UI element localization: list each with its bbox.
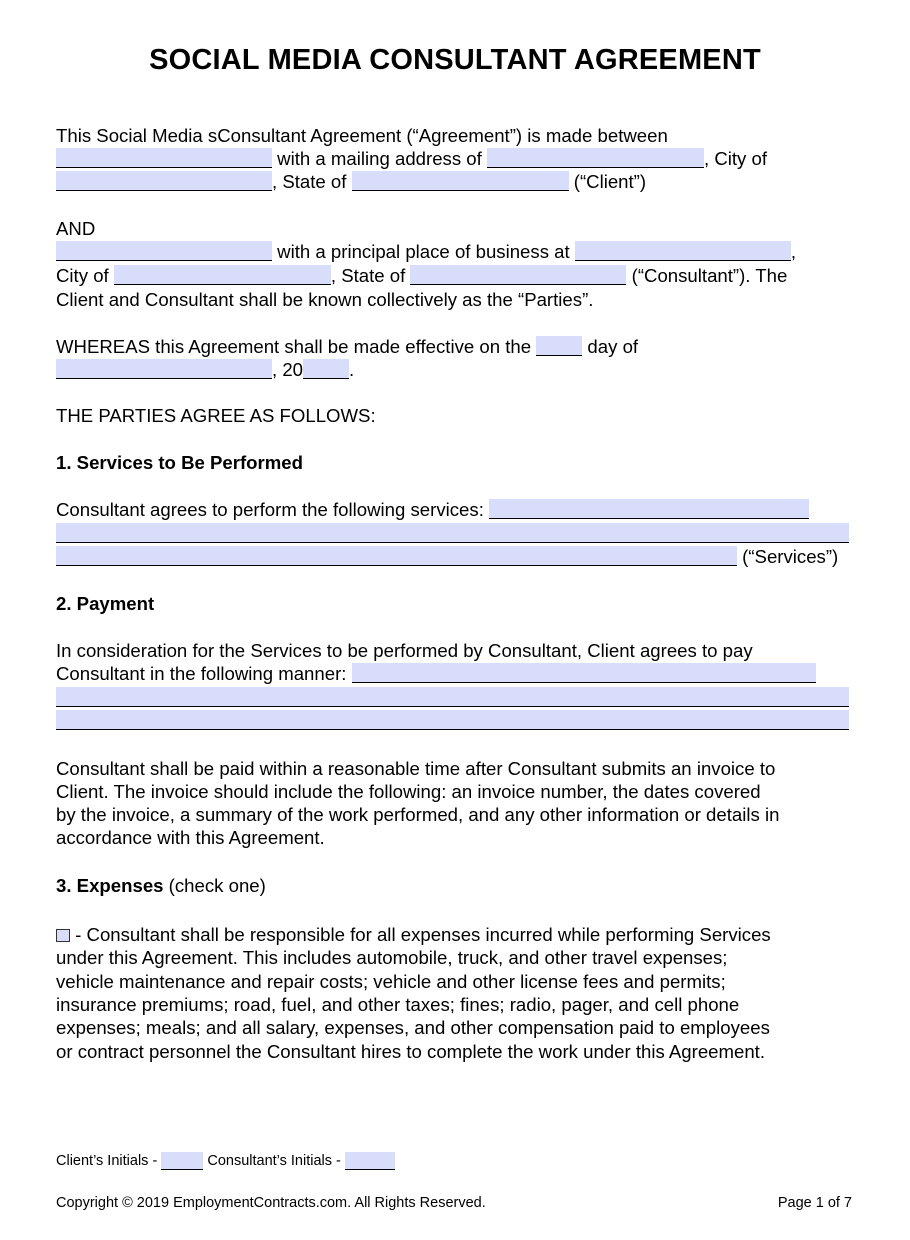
- expenses-text: - Consultant shall be responsible for all expenses incurred while performing Services: [75, 924, 771, 945]
- payment-field-2[interactable]: [56, 687, 849, 707]
- consultant-name-field[interactable]: [56, 241, 272, 261]
- effective-day-field[interactable]: [536, 336, 582, 356]
- expenses-line-1: [56, 924, 771, 946]
- section-1-heading: [56, 452, 303, 474]
- agree-heading: [56, 405, 376, 427]
- place-of-business-label: with a principal place of business at: [277, 241, 570, 262]
- whereas-line-2: [56, 359, 354, 381]
- client-state-field[interactable]: [352, 171, 569, 191]
- consultant-label: (“Consultant”). The: [631, 265, 788, 286]
- consultant-state-field[interactable]: [410, 265, 626, 285]
- parties-text: Client and Consultant shall be known collectively as the “Parties”.: [56, 289, 594, 310]
- year-prefix-text: , 20: [272, 359, 304, 380]
- section-3-title: 3. Expenses: [56, 875, 164, 896]
- and-line: [56, 218, 95, 240]
- invoice-paragraph-line-2: [56, 781, 761, 803]
- services-field-1[interactable]: [489, 499, 809, 519]
- and-text: AND: [56, 218, 96, 239]
- invoice-paragraph-line-3: [56, 804, 779, 826]
- document-title: SOCIAL MEDIA CONSULTANT AGREEMENT: [149, 44, 761, 76]
- services-label-end: (“Services”): [742, 546, 839, 567]
- state-label: , State of: [272, 171, 347, 192]
- effective-date-text: WHEREAS this Agreement shall be made effective on the: [56, 336, 532, 357]
- whereas-line-1: [56, 336, 638, 358]
- effective-month-field[interactable]: [56, 359, 272, 379]
- services-line-3: [56, 546, 838, 568]
- payment-field-3[interactable]: [56, 710, 849, 730]
- expenses-line-5: [56, 1017, 770, 1039]
- intro-line-1: [56, 125, 668, 147]
- comma-text: ,: [790, 241, 797, 262]
- period-text: .: [349, 359, 355, 380]
- payment-line-2: [56, 663, 816, 685]
- payment-line-1: [56, 640, 753, 662]
- city-label: , City of: [703, 148, 768, 169]
- invoice-text: Client. The invoice should include the following: an invoice number, the dates covered: [56, 781, 761, 802]
- payment-manner-label: Consultant in the following manner:: [56, 663, 347, 684]
- consultant-initials-field[interactable]: [345, 1152, 395, 1170]
- consultant-line-3: [56, 265, 787, 287]
- expenses-text: or contract personnel the Consultant hires to complete the work under this Agreement.: [56, 1041, 766, 1062]
- expenses-text: insurance premiums; road, fuel, and other taxes; fines; radio, pager, and cell phone: [56, 994, 740, 1015]
- services-label: Consultant agrees to perform the following services:: [56, 499, 484, 520]
- expenses-line-4: [56, 994, 739, 1016]
- section-3-heading: [56, 875, 266, 897]
- consultant-initials-label: Consultant’s Initials -: [207, 1153, 341, 1169]
- client-name-field[interactable]: [56, 148, 272, 168]
- check-one-note: (check one): [168, 875, 266, 896]
- client-label: (“Client”): [573, 171, 647, 192]
- mailing-address-label: with a mailing address of: [277, 148, 482, 169]
- consultant-city-field[interactable]: [114, 265, 331, 285]
- services-line-1: [56, 499, 809, 521]
- intro-line-3: [56, 171, 646, 193]
- city-label: City of: [56, 265, 109, 286]
- consultant-line-4: [56, 289, 593, 311]
- client-initials-field[interactable]: [161, 1152, 203, 1170]
- invoice-text: Consultant shall be paid within a reasonable time after Consultant submits an invoice to: [56, 758, 776, 779]
- intro-line-2: [56, 148, 767, 170]
- copyright: Copyright © 2019 EmploymentContracts.com. All Rights Reserved.: [56, 1195, 486, 1211]
- client-mailing-address-field[interactable]: [487, 148, 704, 168]
- consultant-address-field[interactable]: [575, 241, 791, 261]
- expenses-line-2: [56, 947, 727, 969]
- invoice-text: accordance with this Agreement.: [56, 827, 325, 848]
- services-field-2[interactable]: [56, 523, 849, 543]
- consultant-line-2: [56, 241, 796, 263]
- effective-year-field[interactable]: [303, 359, 349, 379]
- invoice-paragraph-line-4: [56, 827, 325, 849]
- services-field-3[interactable]: [56, 546, 737, 566]
- expenses-text: vehicle maintenance and repair costs; vehicle and other license fees and permits;: [56, 971, 726, 992]
- day-of-text: day of: [587, 336, 639, 357]
- expenses-text: under this Agreement. This includes automobile, truck, and other travel expenses;: [56, 947, 728, 968]
- agree-text: THE PARTIES AGREE AS FOLLOWS:: [56, 405, 376, 426]
- initials-row: [56, 1152, 395, 1170]
- expenses-text: expenses; meals; and all salary, expenses, and other compensation paid to employees: [56, 1017, 770, 1038]
- expenses-checkbox[interactable]: [56, 929, 70, 942]
- client-city-field[interactable]: [56, 171, 272, 191]
- client-initials-label: Client’s Initials -: [56, 1153, 158, 1169]
- state-label: , State of: [330, 265, 406, 286]
- page-number: Page 1 of 7: [777, 1195, 852, 1211]
- invoice-paragraph-line-1: [56, 758, 775, 780]
- payment-text: In consideration for the Services to be performed by Consultant, Client agrees to pay: [56, 640, 753, 661]
- section-2-title: 2. Payment: [56, 593, 155, 614]
- section-2-heading: [56, 593, 154, 615]
- expenses-line-3: [56, 971, 726, 993]
- section-1-title: 1. Services to Be Performed: [56, 452, 303, 473]
- expenses-line-6: [56, 1041, 765, 1063]
- invoice-text: by the invoice, a summary of the work performed, and any other information or details in: [56, 804, 780, 825]
- payment-field-1[interactable]: [352, 663, 816, 683]
- intro-text: This Social Media sConsultant Agreement (“Agreement”) is made between: [56, 125, 668, 146]
